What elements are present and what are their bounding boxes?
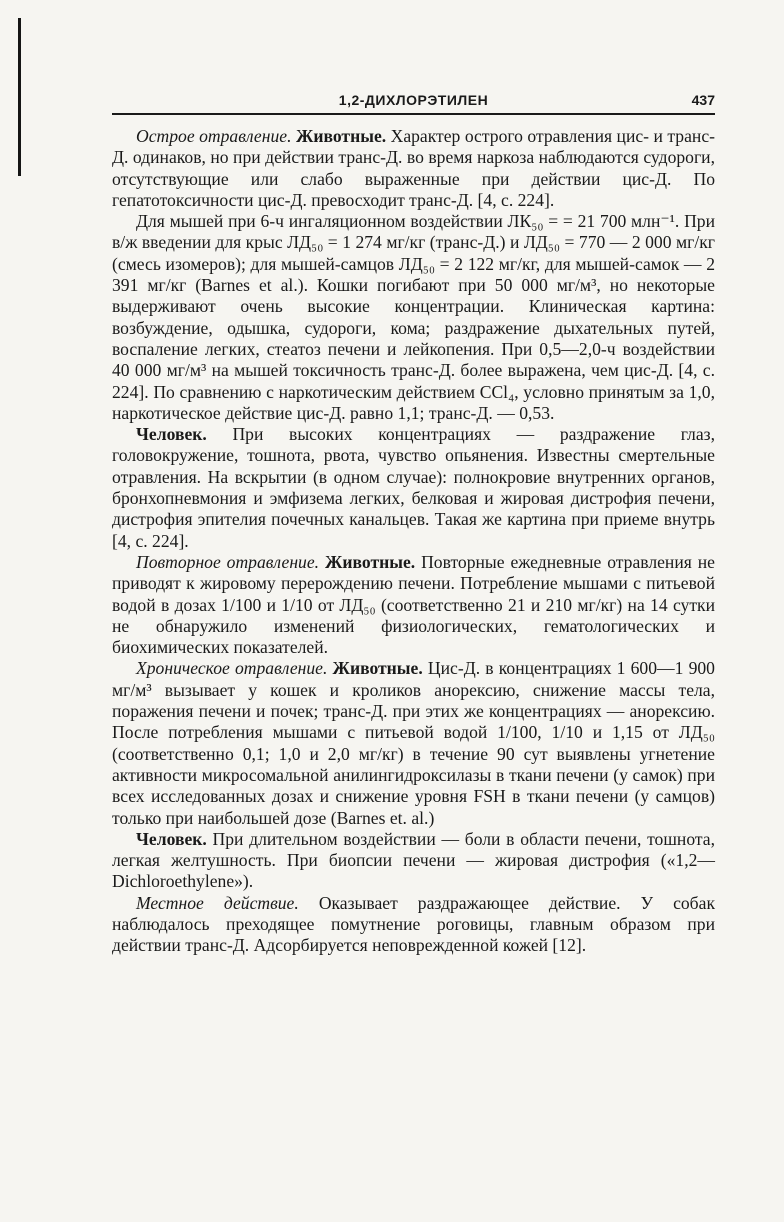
article-body bbox=[112, 126, 715, 957]
paragraph-text: При высоких концентрациях — раздражение глаз, головокружение, тошнота, рвота, чувство опьянения. Известны смертельные отравления. На вскрытии (в одном случае): полнокровие внутренних органов, бронхопневмония и эмфизема легких, белковая и жировая дистрофия печени, дистрофия эпителия почечных канальцев. Такая же картина при приеме внутрь [4, с. 224]. bbox=[112, 424, 715, 551]
section-heading: Местное действие. bbox=[136, 892, 299, 913]
subject-label: Человек. bbox=[136, 424, 207, 445]
paragraph-repeated-animals bbox=[112, 552, 715, 658]
paragraph-acute-human bbox=[112, 424, 715, 552]
paragraph-acute-doses bbox=[112, 211, 715, 424]
subject-label: Животные. bbox=[324, 551, 416, 572]
paragraph-chronic-animals bbox=[112, 658, 715, 828]
section-heading: Повторное отравление. bbox=[136, 551, 320, 572]
paragraph-text: Цис-Д. в концентрациях 1 600—1 900 мг/м³ вызывает у кошек и кроликов анорексию, снижение массы тела, поражения печени и почек; транс-Д. при этих же концентрациях — анорексию. После потребления мышами с питьевой водой 1/100, 1/10 и 1,15 от ЛД₅₀ (соответственно 0,1; 1,0 и 2,0 мг/кг) в течение 90 сут выявлены угнетение активности микросомальной анилингидроксилазы в ткани печени (у самок) при всех исследованных дозах и снижение уровня FSH в ткани печени (у самцов) только при наибольшей дозе (Barnes et. al.) bbox=[112, 658, 715, 828]
subject-label: Животные. bbox=[295, 126, 387, 146]
paragraph-local-action bbox=[112, 893, 715, 957]
paragraph-acute-animals bbox=[112, 126, 715, 211]
header-rule bbox=[112, 113, 715, 115]
section-heading: Острое отравление. bbox=[136, 126, 292, 146]
paragraph-text: Для мышей при 6-ч ингаляционном воздействии ЛК₅₀ = = 21 700 млн⁻¹. При в/ж введении для крыс ЛД₅₀ = 1 274 мг/кг (транс-Д.) и ЛД₅₀ = 770 — 2 000 мг/кг (смесь изомеров); для мышей-самцов ЛД₅₀ = 2 122 мг/кг, для мышей-самок — 2 391 мг/кг (Barnes et al.). Кошки погибают при 50 000 мг/м³, но некоторые выдерживают очень высокие концентрации. Клиническая картина: возбуждение, одышка, судороги, кома; раздражение дыхательных путей, воспаление легких, стеатоз печени и лейкопения. При 0,5—2,0-ч воздействии 40 000 мг/м³ на мышей токсичность транс-Д. более выражена, чем цис-Д. [4, с. 224]. По сравнению с наркотическим действием CCl₄, условно принятым за 1,0, наркотическое действие цис-Д. равно 1,1; транс-Д. — 0,53. bbox=[112, 211, 715, 423]
paragraph-text: Повторные ежедневные отравления не приводят к жировому перерождению печени. Потребление мышами с питьевой водой в дозах 1/100 и 1/10 от ЛД₅₀ (соответственно 21 и 210 мг/кг) на 14 сутки не обнаружило изменений физиологических, гематологических и биохимических показателей. bbox=[112, 551, 715, 658]
paragraph-chronic-human bbox=[112, 829, 715, 893]
margin-binding-rule bbox=[18, 18, 21, 176]
paragraph-text: При длительном воздействии — боли в области печени, тошнота, легкая желтушность. При биопсии печени — жировая дистрофия («1,2—Dichloroethylene»). bbox=[112, 828, 715, 892]
subject-label: Человек. bbox=[136, 828, 207, 849]
section-heading: Хроническое отравление. bbox=[136, 658, 328, 679]
running-title: 1,2-ДИХЛОРЭТИЛЕН bbox=[338, 92, 489, 108]
paragraph-text: Оказывает раздражающее действие. У собак наблюдалось преходящее помутнение роговицы, главным образом при действии транс-Д. Адсорбируется неповрежденной кожей [12]. bbox=[112, 892, 715, 956]
paragraph-text: Характер острого отравления цис- и транс-Д. одинаков, но при действии транс-Д. во время наркоза наблюдаются судороги, отсутствующие или слабо выраженные при действии цис-Д. По гепатотоксичности цис-Д. превосходит транс-Д. [4, с. 224]. bbox=[112, 126, 715, 210]
running-head bbox=[112, 92, 715, 110]
subject-label: Животные. bbox=[332, 658, 423, 679]
page-number: 437 bbox=[691, 92, 715, 108]
